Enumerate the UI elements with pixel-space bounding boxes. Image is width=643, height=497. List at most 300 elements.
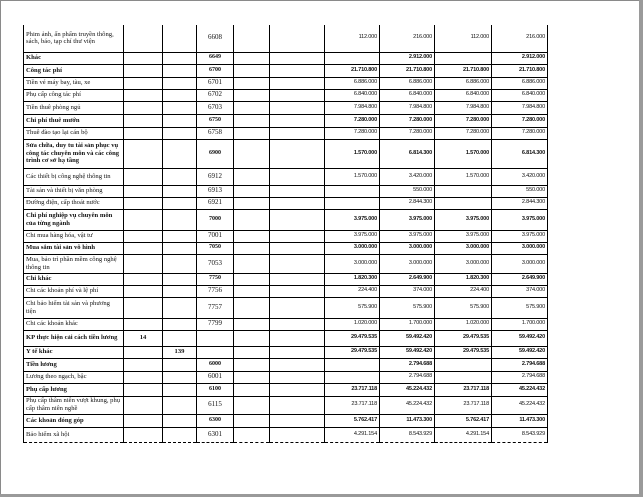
table-row — [24, 414, 548, 427]
table-row — [24, 346, 548, 358]
sector-code-cell — [163, 285, 197, 297]
amount-cell-4: 6.840.000 — [492, 89, 548, 101]
chapter-code-cell — [124, 318, 163, 330]
table-row — [24, 114, 548, 127]
amount-cell-4: 575.900 — [492, 297, 548, 318]
empty-cell — [270, 197, 325, 209]
amount-cell-1: 29.479.535 — [325, 330, 380, 346]
amount-cell-1: 7.984.800 — [325, 101, 380, 114]
amount-cell-1 — [325, 358, 380, 371]
account-code-cell — [197, 346, 234, 358]
empty-cell — [234, 371, 270, 383]
empty-cell — [234, 230, 270, 242]
sector-code-cell — [163, 209, 197, 230]
amount-cell-1: 1.570.000 — [325, 139, 380, 168]
table-row — [24, 230, 548, 242]
table-row — [24, 127, 548, 139]
sector-code-cell — [163, 330, 197, 346]
account-code-cell: 7799 — [197, 318, 234, 330]
chapter-code-cell — [124, 139, 163, 168]
account-code-cell: 6703 — [197, 101, 234, 114]
empty-cell — [234, 242, 270, 254]
empty-cell — [270, 52, 325, 64]
amount-cell-1: 5.762.417 — [325, 414, 380, 427]
amount-cell-3: 575.900 — [435, 297, 492, 318]
empty-cell — [270, 371, 325, 383]
sector-code-cell — [163, 139, 197, 168]
sector-code-cell — [163, 52, 197, 64]
amount-cell-3: 1.570.000 — [435, 139, 492, 168]
amount-cell-1: 7.280.000 — [325, 127, 380, 139]
amount-cell-1: 1.820.300 — [325, 273, 380, 285]
amount-cell-2: 45.224.432 — [380, 396, 435, 414]
amount-cell-4: 7.280.000 — [492, 114, 548, 127]
amount-cell-1: 1.570.000 — [325, 168, 380, 185]
amount-cell-1: 3.975.000 — [325, 209, 380, 230]
item-name-cell: Chi khác — [24, 273, 124, 285]
amount-cell-4: 3.975.000 — [492, 209, 548, 230]
item-name-cell: Mua, bảo trì phần mềm công nghệ thông tin — [24, 254, 124, 273]
amount-cell-3: 224.400 — [435, 285, 492, 297]
account-code-cell: 7001 — [197, 230, 234, 242]
account-code-cell: 6100 — [197, 383, 234, 396]
item-name-cell: Chi các khoản phí và lệ phí — [24, 285, 124, 297]
chapter-code-cell — [124, 209, 163, 230]
empty-cell — [270, 414, 325, 427]
amount-cell-4: 59.492.420 — [492, 346, 548, 358]
account-code-cell: 6912 — [197, 168, 234, 185]
amount-cell-2: 575.900 — [380, 297, 435, 318]
amount-cell-3: 1.820.300 — [435, 273, 492, 285]
table-row — [24, 77, 548, 89]
empty-cell — [270, 185, 325, 197]
amount-cell-2: 550.000 — [380, 185, 435, 197]
table-row — [24, 383, 548, 396]
amount-cell-2: 45.224.432 — [380, 383, 435, 396]
amount-cell-1: 6.840.000 — [325, 89, 380, 101]
sector-code-cell — [163, 273, 197, 285]
amount-cell-4: 2.794.688 — [492, 371, 548, 383]
chapter-code-cell — [124, 168, 163, 185]
sector-code-cell — [163, 127, 197, 139]
sector-code-cell — [163, 297, 197, 318]
empty-cell — [234, 127, 270, 139]
empty-cell — [234, 114, 270, 127]
amount-cell-2: 2.844.300 — [380, 197, 435, 209]
chapter-code-cell — [124, 25, 163, 52]
item-name-cell: Thuê đào tạo lại cán bộ — [24, 127, 124, 139]
amount-cell-4: 11.473.300 — [492, 414, 548, 427]
sector-code-cell — [163, 25, 197, 52]
empty-cell — [270, 139, 325, 168]
empty-cell — [270, 89, 325, 101]
chapter-code-cell — [124, 285, 163, 297]
amount-cell-4: 59.492.420 — [492, 330, 548, 346]
amount-cell-1 — [325, 371, 380, 383]
amount-cell-1: 3.000.000 — [325, 254, 380, 273]
amount-cell-1 — [325, 185, 380, 197]
amount-cell-4: 3.000.000 — [492, 254, 548, 273]
table-row — [24, 242, 548, 254]
empty-cell — [270, 254, 325, 273]
amount-cell-1 — [325, 197, 380, 209]
amount-cell-4: 550.000 — [492, 185, 548, 197]
item-name-cell: Mua sắm tài sản vô hình — [24, 242, 124, 254]
empty-cell — [234, 168, 270, 185]
chapter-code-cell — [124, 101, 163, 114]
item-name-cell: Y tế khác — [24, 346, 124, 358]
item-name-cell: Lương theo ngạch, bậc — [24, 371, 124, 383]
empty-cell — [270, 77, 325, 89]
account-code-cell — [197, 330, 234, 346]
amount-cell-2: 59.492.420 — [380, 330, 435, 346]
item-name-cell: KP thực hiện cải cách tiền lương — [24, 330, 124, 346]
chapter-code-cell — [124, 273, 163, 285]
sector-code-cell — [163, 414, 197, 427]
item-name-cell: Đường điện, cấp thoát nước — [24, 197, 124, 209]
empty-cell — [270, 273, 325, 285]
amount-cell-4: 216.000 — [492, 25, 548, 52]
amount-cell-3 — [435, 52, 492, 64]
account-code-cell: 7756 — [197, 285, 234, 297]
empty-cell — [270, 330, 325, 346]
amount-cell-1: 3.000.000 — [325, 242, 380, 254]
account-code-cell: 6301 — [197, 427, 234, 442]
chapter-code-cell — [124, 383, 163, 396]
amount-cell-4: 1.700.000 — [492, 318, 548, 330]
chapter-code-cell — [124, 197, 163, 209]
account-code-cell: 6300 — [197, 414, 234, 427]
amount-cell-2: 2.794.688 — [380, 358, 435, 371]
amount-cell-4: 2.912.000 — [492, 52, 548, 64]
amount-cell-1: 4.291.154 — [325, 427, 380, 442]
account-code-cell: 6750 — [197, 114, 234, 127]
empty-cell — [234, 89, 270, 101]
empty-cell — [234, 139, 270, 168]
account-code-cell: 6115 — [197, 396, 234, 414]
amount-cell-2: 7.280.000 — [380, 114, 435, 127]
budget-table-body — [24, 25, 548, 442]
amount-cell-2: 3.000.000 — [380, 242, 435, 254]
empty-cell — [270, 242, 325, 254]
amount-cell-2: 6.886.000 — [380, 77, 435, 89]
empty-cell — [234, 346, 270, 358]
sector-code-cell — [163, 358, 197, 371]
empty-cell — [270, 358, 325, 371]
chapter-code-cell — [124, 427, 163, 442]
account-code-cell: 6758 — [197, 127, 234, 139]
table-row — [24, 52, 548, 64]
amount-cell-4: 3.420.000 — [492, 168, 548, 185]
amount-cell-4: 3.000.000 — [492, 242, 548, 254]
empty-cell — [234, 396, 270, 414]
empty-cell — [270, 209, 325, 230]
item-name-cell: Tiền thuê phòng ngủ — [24, 101, 124, 114]
amount-cell-2: 3.420.000 — [380, 168, 435, 185]
item-name-cell: Tài sản và thiết bị văn phòng — [24, 185, 124, 197]
amount-cell-4: 8.543.929 — [492, 427, 548, 442]
chapter-code-cell — [124, 127, 163, 139]
table-row — [24, 371, 548, 383]
empty-cell — [234, 297, 270, 318]
table-row — [24, 396, 548, 414]
account-code-cell: 7750 — [197, 273, 234, 285]
amount-cell-4: 7.280.000 — [492, 127, 548, 139]
amount-cell-2: 3.975.000 — [380, 209, 435, 230]
table-row — [24, 318, 548, 330]
table-row — [24, 168, 548, 185]
amount-cell-3 — [435, 371, 492, 383]
sector-code-cell — [163, 101, 197, 114]
item-name-cell: Phim ảnh, ấn phẩm truyền thông, sách, báo, tạp chí thư viện — [24, 25, 124, 52]
chapter-code-cell — [124, 297, 163, 318]
amount-cell-3: 6.840.000 — [435, 89, 492, 101]
empty-cell — [234, 25, 270, 52]
sector-code-cell — [163, 168, 197, 185]
empty-cell — [270, 64, 325, 77]
empty-cell — [234, 197, 270, 209]
chapter-code-cell — [124, 242, 163, 254]
sector-code-cell — [163, 383, 197, 396]
page-shadow-right — [639, 0, 643, 497]
amount-cell-3: 3.000.000 — [435, 242, 492, 254]
amount-cell-1: 575.900 — [325, 297, 380, 318]
amount-cell-3: 21.710.800 — [435, 64, 492, 77]
amount-cell-4: 6.814.300 — [492, 139, 548, 168]
empty-cell — [234, 427, 270, 442]
amount-cell-1: 23.717.118 — [325, 396, 380, 414]
account-code-cell: 6700 — [197, 64, 234, 77]
account-code-cell: 7000 — [197, 209, 234, 230]
empty-cell — [234, 77, 270, 89]
amount-cell-3: 23.717.118 — [435, 396, 492, 414]
amount-cell-4: 2.794.688 — [492, 358, 548, 371]
amount-cell-1: 7.280.000 — [325, 114, 380, 127]
sector-code-cell — [163, 427, 197, 442]
empty-cell — [270, 230, 325, 242]
item-name-cell: Tiền vé máy bay, tàu, xe — [24, 77, 124, 89]
table-row — [24, 273, 548, 285]
table-row — [24, 139, 548, 168]
sector-code-cell — [163, 254, 197, 273]
item-name-cell: Chi các khoản khác — [24, 318, 124, 330]
table-row — [24, 101, 548, 114]
amount-cell-3 — [435, 197, 492, 209]
amount-cell-4: 7.984.800 — [492, 101, 548, 114]
empty-cell — [270, 285, 325, 297]
amount-cell-1: 1.020.000 — [325, 318, 380, 330]
amount-cell-4: 3.975.000 — [492, 230, 548, 242]
amount-cell-4: 45.224.432 — [492, 396, 548, 414]
sector-code-cell — [163, 89, 197, 101]
amount-cell-3 — [435, 185, 492, 197]
empty-cell — [270, 101, 325, 114]
amount-cell-3: 7.280.000 — [435, 127, 492, 139]
account-code-cell: 6921 — [197, 197, 234, 209]
item-name-cell: Chi phí thuê mướn — [24, 114, 124, 127]
amount-cell-1 — [325, 52, 380, 64]
table-row — [24, 427, 548, 442]
item-name-cell: Các thiết bị công nghệ thông tin — [24, 168, 124, 185]
account-code-cell: 7757 — [197, 297, 234, 318]
amount-cell-2: 8.543.929 — [380, 427, 435, 442]
account-code-cell: 6900 — [197, 139, 234, 168]
empty-cell — [234, 383, 270, 396]
amount-cell-1: 23.717.118 — [325, 383, 380, 396]
empty-cell — [270, 427, 325, 442]
account-code-cell: 6649 — [197, 52, 234, 64]
amount-cell-4: 6.886.000 — [492, 77, 548, 89]
account-code-cell: 6701 — [197, 77, 234, 89]
table-row — [24, 25, 548, 52]
chapter-code-cell — [124, 346, 163, 358]
account-code-cell: 7050 — [197, 242, 234, 254]
chapter-code-cell — [124, 185, 163, 197]
sector-code-cell — [163, 77, 197, 89]
item-name-cell: Chi mua hàng hóa, vật tư — [24, 230, 124, 242]
empty-cell — [234, 285, 270, 297]
sector-code-cell — [163, 64, 197, 77]
sector-code-cell — [163, 371, 197, 383]
amount-cell-3: 23.717.118 — [435, 383, 492, 396]
amount-cell-3: 3.975.000 — [435, 209, 492, 230]
item-name-cell: Sửa chữa, duy tu tài sản phục vụ công tác chuyên môn và các công trình cơ sở hạ tầng — [24, 139, 124, 168]
table-row — [24, 330, 548, 346]
amount-cell-3: 7.280.000 — [435, 114, 492, 127]
amount-cell-3 — [435, 358, 492, 371]
amount-cell-1: 6.886.000 — [325, 77, 380, 89]
table-row — [24, 254, 548, 273]
item-name-cell: Phụ cấp lương — [24, 383, 124, 396]
account-code-cell: 6608 — [197, 25, 234, 52]
chapter-code-cell — [124, 52, 163, 64]
sector-code-cell — [163, 185, 197, 197]
sector-code-cell — [163, 197, 197, 209]
budget-table — [23, 25, 548, 443]
item-name-cell: Các khoản đóng góp — [24, 414, 124, 427]
empty-cell — [270, 127, 325, 139]
amount-cell-2: 6.814.300 — [380, 139, 435, 168]
chapter-code-cell — [124, 414, 163, 427]
chapter-code-cell — [124, 254, 163, 273]
amount-cell-2: 2.912.000 — [380, 52, 435, 64]
item-name-cell: Công tác phí — [24, 64, 124, 77]
amount-cell-2: 216.000 — [380, 25, 435, 52]
amount-cell-2: 2.649.900 — [380, 273, 435, 285]
amount-cell-4: 2.844.300 — [492, 197, 548, 209]
empty-cell — [270, 396, 325, 414]
account-code-cell: 6913 — [197, 185, 234, 197]
amount-cell-3: 1.570.000 — [435, 168, 492, 185]
table-row — [24, 197, 548, 209]
item-name-cell: Phụ cấp thâm niên vượt khung, phụ cấp thâm niên nghề — [24, 396, 124, 414]
amount-cell-4: 21.710.800 — [492, 64, 548, 77]
empty-cell — [270, 318, 325, 330]
table-row — [24, 285, 548, 297]
sector-code-cell — [163, 230, 197, 242]
empty-cell — [234, 185, 270, 197]
empty-cell — [270, 25, 325, 52]
amount-cell-3: 29.479.535 — [435, 346, 492, 358]
empty-cell — [234, 273, 270, 285]
account-code-cell: 6702 — [197, 89, 234, 101]
amount-cell-2: 11.473.300 — [380, 414, 435, 427]
amount-cell-3: 1.020.000 — [435, 318, 492, 330]
amount-cell-2: 2.794.688 — [380, 371, 435, 383]
amount-cell-4: 2.649.900 — [492, 273, 548, 285]
chapter-code-cell — [124, 230, 163, 242]
empty-cell — [270, 297, 325, 318]
empty-cell — [270, 168, 325, 185]
chapter-code-cell — [124, 77, 163, 89]
empty-cell — [270, 114, 325, 127]
amount-cell-2: 1.700.000 — [380, 318, 435, 330]
empty-cell — [270, 346, 325, 358]
sector-code-cell — [163, 242, 197, 254]
amount-cell-3: 6.886.000 — [435, 77, 492, 89]
item-name-cell: Tiền lương — [24, 358, 124, 371]
chapter-code-cell — [124, 114, 163, 127]
amount-cell-2: 21.710.800 — [380, 64, 435, 77]
empty-cell — [234, 64, 270, 77]
empty-cell — [234, 101, 270, 114]
empty-cell — [234, 318, 270, 330]
item-name-cell: Chi bảo hiểm tài sản và phương tiện — [24, 297, 124, 318]
amount-cell-4: 45.224.432 — [492, 383, 548, 396]
sector-code-cell — [163, 114, 197, 127]
amount-cell-1: 3.975.000 — [325, 230, 380, 242]
amount-cell-2: 6.840.000 — [380, 89, 435, 101]
account-code-cell: 6000 — [197, 358, 234, 371]
amount-cell-3: 7.984.800 — [435, 101, 492, 114]
table-row — [24, 209, 548, 230]
sector-code-cell — [163, 318, 197, 330]
amount-cell-4: 374.000 — [492, 285, 548, 297]
item-name-cell: Chi phí nghiệp vụ chuyên môn của từng ngành — [24, 209, 124, 230]
sector-code-cell: 139 — [163, 346, 197, 358]
empty-cell — [234, 209, 270, 230]
table-row — [24, 64, 548, 77]
amount-cell-1: 224.400 — [325, 285, 380, 297]
amount-cell-2: 7.280.000 — [380, 127, 435, 139]
empty-cell — [234, 52, 270, 64]
amount-cell-1: 29.479.535 — [325, 346, 380, 358]
amount-cell-3: 112.000 — [435, 25, 492, 52]
empty-cell — [234, 414, 270, 427]
item-name-cell: Bảo hiểm xã hội — [24, 427, 124, 442]
chapter-code-cell — [124, 89, 163, 101]
item-name-cell: Phụ cấp công tác phí — [24, 89, 124, 101]
chapter-code-cell — [124, 64, 163, 77]
amount-cell-2: 7.984.800 — [380, 101, 435, 114]
empty-cell — [270, 383, 325, 396]
chapter-code-cell — [124, 396, 163, 414]
account-code-cell: 7053 — [197, 254, 234, 273]
sector-code-cell — [163, 396, 197, 414]
chapter-code-cell: 14 — [124, 330, 163, 346]
amount-cell-3: 29.479.535 — [435, 330, 492, 346]
amount-cell-2: 59.492.420 — [380, 346, 435, 358]
amount-cell-1: 112.000 — [325, 25, 380, 52]
amount-cell-3: 5.762.417 — [435, 414, 492, 427]
chapter-code-cell — [124, 371, 163, 383]
empty-cell — [234, 330, 270, 346]
amount-cell-3: 4.291.154 — [435, 427, 492, 442]
empty-cell — [234, 358, 270, 371]
empty-cell — [234, 254, 270, 273]
table-row — [24, 358, 548, 371]
amount-cell-1: 21.710.800 — [325, 64, 380, 77]
